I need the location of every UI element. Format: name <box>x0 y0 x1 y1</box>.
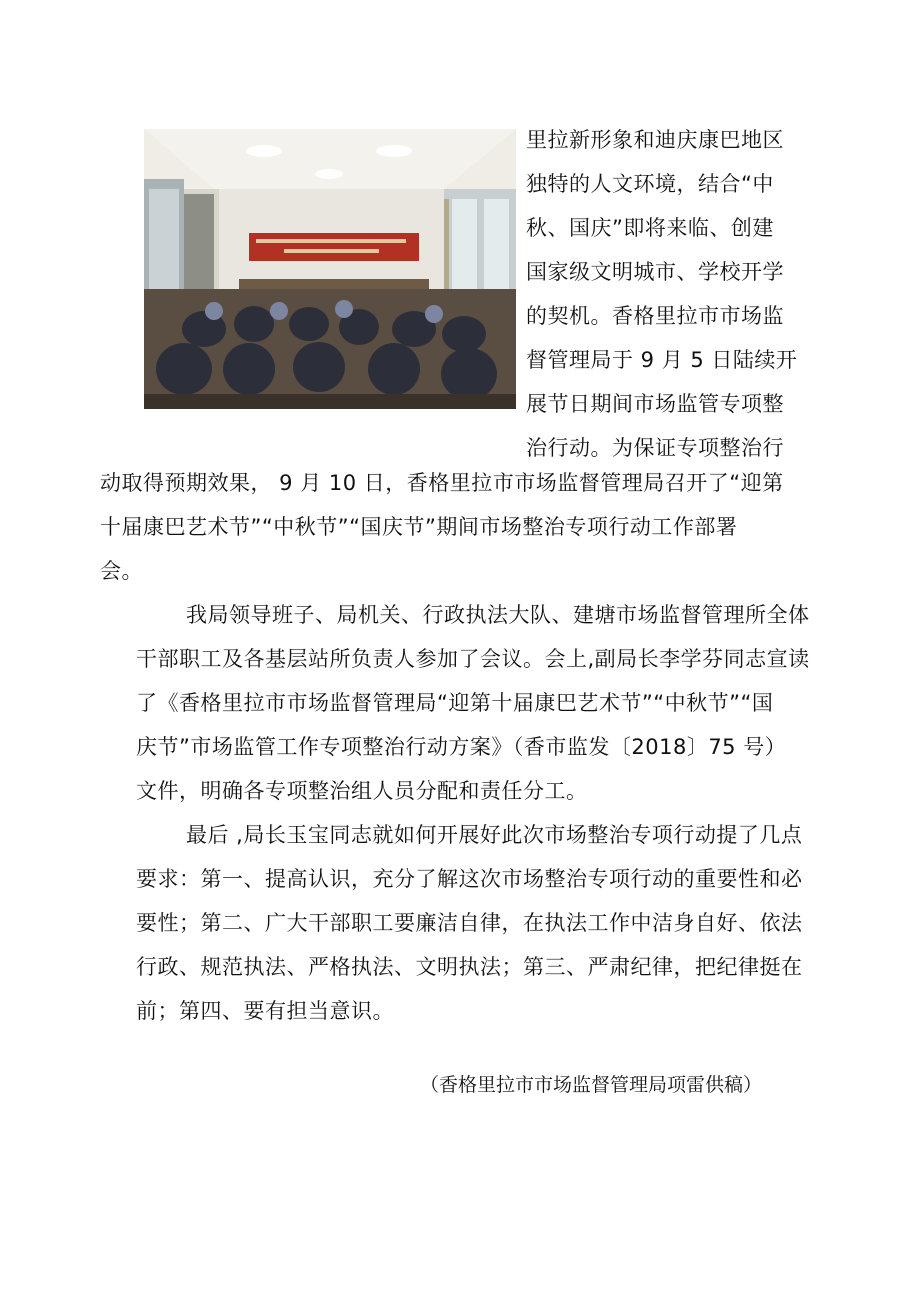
text-line: 行政、规范执法、严格执法、文明执法；第三、严肃纪律，把纪律挺在 <box>136 955 803 979</box>
text-line: 动取得预期效果， 9 月 10 日，香格里拉市市场监督管理局召开了“迎第 <box>100 471 784 495</box>
text-line: 独特的人文环境，结合“中 <box>526 172 774 196</box>
meeting-photo-image <box>144 129 516 409</box>
text-line: 庆节”市场监管工作专项整治行动方案》（香市监发〔2018〕75 号） <box>136 735 787 759</box>
meeting-photo <box>144 129 516 409</box>
text-line: 前；第四、要有担当意识。 <box>136 999 394 1023</box>
text-line: 最后 ,局长玉宝同志就如何开展好此次市场整治专项行动提了几点 <box>186 823 803 847</box>
text-line: 干部职工及各基层站所负责人参加了会议。会上,副局长李学芬同志宣读 <box>136 647 810 671</box>
text-line: 展节日期间市场监管专项整 <box>526 392 784 416</box>
text-line: 我局领导班子、局机关、行政执法大队、建塘市场监督管理所全体 <box>186 603 810 627</box>
text-line: 里拉新形象和迪庆康巴地区 <box>526 128 784 152</box>
text-line: 要求：第一、提高认识，充分了解这次市场整治专项行动的重要性和必 <box>136 867 803 891</box>
source-credit: （香格里拉市市场监督管理局项雷供稿） <box>420 1074 763 1096</box>
text-line: 治行动。为保证专项整治行 <box>526 436 784 460</box>
text-line: 的契机。香格里拉市市场监 <box>526 304 784 328</box>
text-line: 了《香格里拉市市场监督管理局“迎第十届康巴艺术节”“中秋节”“国 <box>136 691 774 715</box>
text-line: 文件，明确各专项整治组人员分配和责任分工。 <box>136 779 588 803</box>
text-line: 要性；第二、广大干部职工要廉洁自律，在执法工作中洁身自好、依法 <box>136 911 803 935</box>
text-line: 秋、国庆”即将来临、创建 <box>526 216 774 240</box>
text-line: 十届康巴艺术节”“中秋节”“国庆节”期间市场整治专项行动工作部署 <box>100 515 738 539</box>
text-line: 督管理局于 9 月 5 日陆续开 <box>526 348 798 372</box>
text-line: 国家级文明城市、学校开学 <box>526 260 784 284</box>
text-line: 会。 <box>100 559 143 583</box>
